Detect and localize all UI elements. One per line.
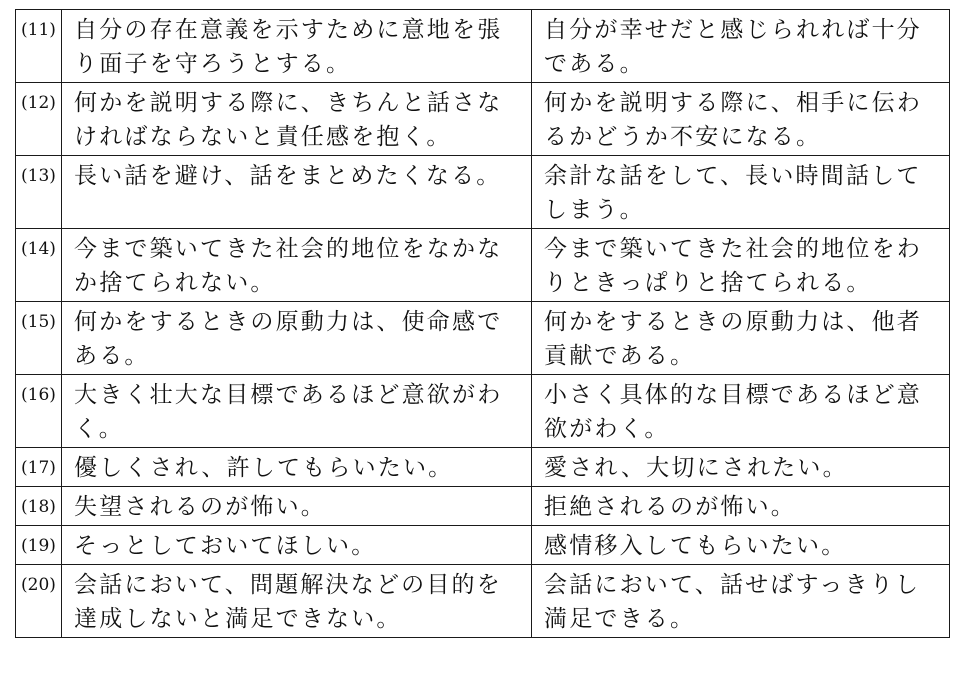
table-row xyxy=(16,10,950,83)
right-statement: 余計な話をして、長い時間話してしまう。 xyxy=(532,156,950,229)
left-statement: 何かをするときの原動力は、使命感である。 xyxy=(62,302,532,375)
left-statement: 大きく壮大な目標であるほど意欲がわく。 xyxy=(62,375,532,448)
table-row xyxy=(16,302,950,375)
table-row xyxy=(16,375,950,448)
right-statement: 小さく具体的な目標であるほど意欲がわく。 xyxy=(532,375,950,448)
right-statement: 何かをするときの原動力は、他者貢献である。 xyxy=(532,302,950,375)
table-row xyxy=(16,565,950,638)
table-row xyxy=(16,83,950,156)
left-statement: そっとしておいてほしい。 xyxy=(62,526,532,565)
item-number: (15) xyxy=(16,302,62,375)
right-statement: 何かを説明する際に、相手に伝わるかどうか不安になる。 xyxy=(532,83,950,156)
table-row xyxy=(16,156,950,229)
left-statement: 優しくされ、許してもらいたい。 xyxy=(62,448,532,487)
right-statement: 会話において、話せばすっきりし満足できる。 xyxy=(532,565,950,638)
item-number: (16) xyxy=(16,375,62,448)
left-statement: 失望されるのが怖い。 xyxy=(62,487,532,526)
item-number: (20) xyxy=(16,565,62,638)
left-statement: 何かを説明する際に、きちんと話さなければならないと責任感を抱く。 xyxy=(62,83,532,156)
item-number: (11) xyxy=(16,10,62,83)
table-row xyxy=(16,526,950,565)
left-statement: 会話において、問題解決などの目的を達成しないと満足できない。 xyxy=(62,565,532,638)
left-statement: 自分の存在意義を示すために意地を張り面子を守ろうとする。 xyxy=(62,10,532,83)
table-row xyxy=(16,487,950,526)
right-statement: 愛され、大切にされたい。 xyxy=(532,448,950,487)
item-number: (18) xyxy=(16,487,62,526)
right-statement: 感情移入してもらいたい。 xyxy=(532,526,950,565)
table-row xyxy=(16,448,950,487)
item-number: (17) xyxy=(16,448,62,487)
item-number: (19) xyxy=(16,526,62,565)
left-statement: 今まで築いてきた社会的地位をなかなか捨てられない。 xyxy=(62,229,532,302)
comparison-table xyxy=(15,9,950,638)
table-row xyxy=(16,229,950,302)
item-number: (13) xyxy=(16,156,62,229)
item-number: (12) xyxy=(16,83,62,156)
item-number: (14) xyxy=(16,229,62,302)
right-statement: 自分が幸せだと感じられれば十分である。 xyxy=(532,10,950,83)
right-statement: 拒絶されるのが怖い。 xyxy=(532,487,950,526)
right-statement: 今まで築いてきた社会的地位をわりときっぱりと捨てられる。 xyxy=(532,229,950,302)
left-statement: 長い話を避け、話をまとめたくなる。 xyxy=(62,156,532,229)
